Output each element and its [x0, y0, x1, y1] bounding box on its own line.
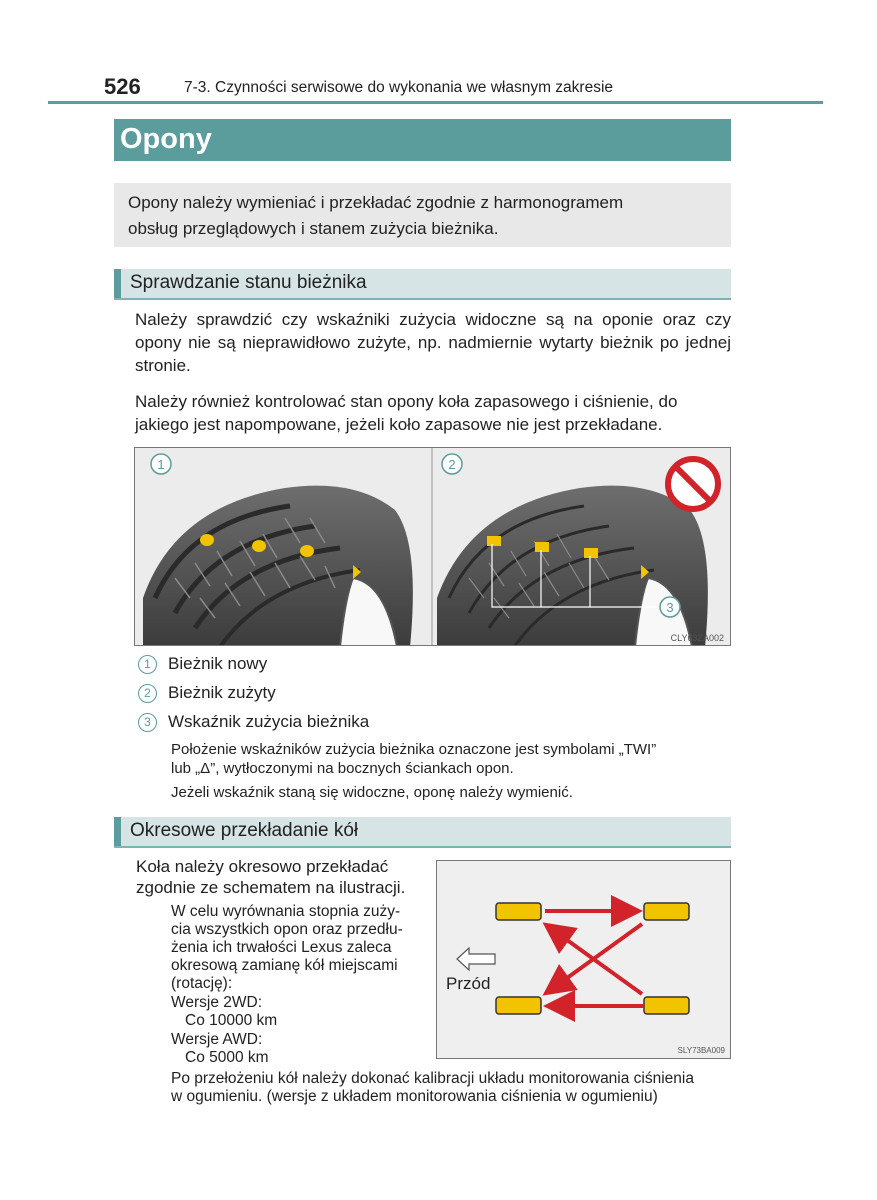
legend-number-1: 1	[138, 655, 157, 674]
rear-right-wheel	[644, 997, 689, 1014]
section-heading-tread	[114, 269, 731, 300]
version-2wd-label: Wersje 2WD:	[171, 994, 263, 1011]
rotation-paragraph-line-1: Koła należy okresowo przekładać	[136, 857, 389, 876]
header-rule	[48, 101, 823, 104]
tire-illustration	[135, 448, 731, 646]
intro-box	[114, 183, 731, 247]
intro-line-1: Opony należy wymieniać i przekładać zgodnie z harmonogramem	[128, 193, 624, 212]
wear-indicator-icon	[252, 540, 266, 552]
front-right-wheel	[496, 997, 541, 1014]
section-heading-rotation	[114, 817, 731, 848]
figure-label-3-text: 3	[666, 600, 674, 615]
tread-paragraph-1: Należy sprawdzić czy wskaźniki zużycia widoczne są na oponie oraz czy opony nie są nieprawidłowo zużyte, np. nadmiernie wytarty bieżnik po jednej stronie.	[135, 310, 731, 375]
rotation-sub-line-1: W celu wyrównania stopnia zuży-	[171, 903, 401, 920]
section-heading-rotation-text: Okresowe przekładanie kół	[130, 820, 359, 841]
figure-code: CLY63ZA002	[670, 633, 724, 643]
figure-label-1-text: 1	[157, 457, 165, 472]
running-head: 7-3. Czynności serwisowe do wykonania we własnym zakresie	[184, 79, 614, 96]
tire-tread-figure	[134, 447, 731, 646]
front-label: Przód	[446, 974, 491, 993]
prohibited-icon	[668, 459, 718, 509]
calibration-note-line-1: Po przełożeniu kół należy dokonać kalibracji układu monitorowania ciśnienia	[171, 1070, 694, 1087]
calibration-note-line-2: w ogumieniu. (wersje z układem monitorowania ciśnienia w ogumieniu)	[171, 1088, 658, 1105]
page-title-bar	[114, 119, 731, 161]
rotation-paragraph-line-2: zgodnie ze schematem na ilustracji.	[136, 878, 406, 897]
figure-label-3	[660, 597, 680, 617]
rotation-figure-code: SLY73BA009	[677, 1046, 725, 1055]
version-awd-label: Wersje AWD:	[171, 1031, 263, 1048]
legend-text-worn-tread: Bieżnik zużyty	[168, 683, 276, 702]
wear-indicator-icon	[300, 545, 314, 557]
figure-label-2-text: 2	[448, 457, 456, 472]
wear-indicator-icon	[584, 548, 598, 558]
front-left-wheel	[496, 903, 541, 920]
figure-label-2	[442, 454, 462, 474]
replace-tire-note: Jeżeli wskaźnik staną się widoczne, oponę należy wymienić.	[171, 784, 573, 801]
legend-number-2: 2	[138, 684, 157, 703]
wear-indicator-note-line-1: Położenie wskaźników zużycia bieżnika oznaczone jest symbolami „TWI”	[171, 741, 657, 758]
interval-2wd: Co 10000 km	[185, 1012, 278, 1029]
legend-text-wear-indicator: Wskaźnik zużycia bieżnika	[168, 712, 370, 731]
section-heading-tread-text: Sprawdzanie stanu bieżnika	[130, 272, 367, 293]
rotation-arrow	[549, 927, 642, 994]
wear-indicator-icon	[487, 536, 501, 546]
rotation-illustration	[437, 861, 731, 1059]
front-direction-arrow-icon	[457, 948, 495, 970]
page-number: 526	[104, 74, 141, 99]
rotation-sub-line-4: okresową zamianę kół miejscami	[171, 957, 398, 974]
wear-indicator-icon	[535, 542, 549, 552]
wear-indicator-icon	[200, 534, 214, 546]
intro-line-2: obsług przeglądowych i stanem zużycia bieżnika.	[128, 219, 499, 238]
legend-text-new-tread: Bieżnik nowy	[168, 654, 268, 673]
tread-paragraph-2: Należy również kontrolować stan opony koła zapasowego i ciśnienie, do jakiego jest napompowane, jeżeli koło zapasowe nie jest przekładane.	[135, 392, 678, 434]
wear-indicator-note-line-2: lub „Δ”, wytłoczonymi na bocznych ściankach opon.	[171, 760, 514, 777]
figure-label-1	[151, 454, 171, 474]
rotation-sub-line-5: (rotację):	[171, 975, 233, 992]
legend-number-3: 3	[138, 713, 157, 732]
rotation-sub-line-3: żenia ich trwałości Lexus zaleca	[171, 939, 392, 956]
rotation-sub-line-2: cia wszystkich opon oraz przedłu-	[171, 921, 403, 938]
tire-rotation-diagram	[436, 860, 731, 1059]
page-title: Opony	[120, 123, 212, 155]
interval-awd: Co 5000 km	[185, 1049, 269, 1066]
rotation-arrow	[549, 924, 642, 991]
rear-left-wheel	[644, 903, 689, 920]
